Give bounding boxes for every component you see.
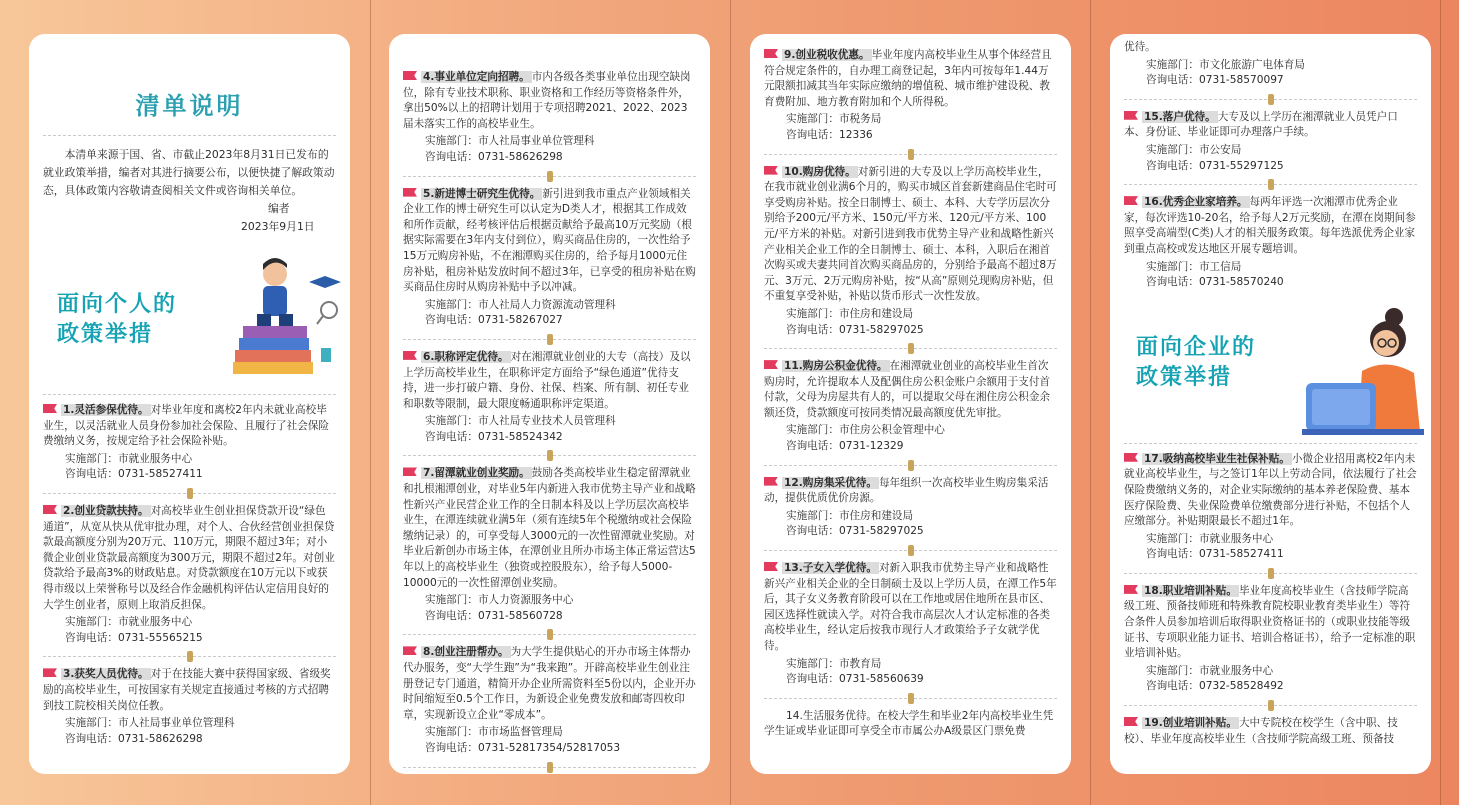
dept-label: 实施部门：市市场监督管理局 [425,726,563,739]
phone-label: 咨询电话：0731-52817354/52817053 [425,741,621,754]
phone-label: 咨询电话：0731-58267027 [425,314,563,327]
phone-label: 咨询电话：0731-58524342 [425,430,563,443]
divider [43,493,336,506]
dept-label: 实施部门：市人力资源服务中心 [425,594,574,607]
dept-label: 实施部门：市人社局事业单位管理科 [425,135,595,148]
phone-label: 咨询电话：0731-58527411 [1146,548,1284,561]
continued-text: 优待。 [1124,41,1156,53]
flag-icon [403,467,417,476]
fold-line [370,0,371,805]
dept-label: 实施部门：市住房和建设局 [786,307,914,320]
section-title-line1: 面向个人的 [57,292,178,317]
section-header-enterprise [1124,291,1417,443]
phone-label: 咨询电话：0731-58297025 [786,323,924,336]
flag-icon [403,188,417,197]
divider [764,154,1057,167]
divider [43,656,336,669]
section-title-line2: 政策举措 [1136,364,1233,390]
dept-label: 实施部门：市就业服务中心 [1146,664,1274,677]
divider [764,348,1057,361]
divider [1124,573,1417,586]
flag-icon [764,360,778,369]
policy-item: 1.灵活参保优待。 对毕业年度和离校2年内未就业高校毕业生，以灵活就业人员身份参加社会保险、且履行了社会保险费缴纳义务，按规定给予社会保险补贴。 [43,404,330,448]
flag-icon [1124,111,1138,120]
divider [403,176,696,189]
flag-icon [1124,196,1138,205]
phone-label: 咨询电话：0731-12329 [786,440,904,453]
policy-item: 7.留潭就业创业奖励。 鼓励各类高校毕业生稳定留潭就业和扎根湘潭创业，对毕业5年内新进入我市优势主导产业和战略性新兴产业民营企业工作的全日制本科及以上学历层次高校毕业生，在潭连续就业满5年（须有连续5年个税缴纳或社会保险缴纳记录）的，可享受每人3000元的一次性留潭就业奖励。对毕业后新创办市场主体，在潭创业且所办市场主体正常运营达5年以上的高校毕业生（独资或控股股东），给予每人5000-10000元的一次性留潭创业奖励。 [403,467,696,589]
panel-policies-2 [389,34,710,774]
flag-icon [1124,585,1138,594]
flag-icon [1124,717,1138,726]
fold-line [1090,0,1091,805]
fold-line [1440,0,1441,805]
dept-label: 实施部门：市人社局专业技术人员管理科 [425,415,616,428]
dept-label: 实施部门：市就业服务中心 [1146,532,1274,545]
divider [1124,705,1417,718]
divider [403,339,696,352]
phone-label: 咨询电话：0731-55297125 [1146,159,1284,172]
divider [764,698,1057,711]
policy-item: 19.创业培训补贴。 大中专院校在校学生（含中职、技校）、毕业年度高校毕业生（含技师学院高级工班、预备技 [1124,717,1398,745]
panel-policies-3 [750,34,1071,774]
section-header-individual [43,252,336,390]
policy-item: 3.获奖人员优待。 对于在技能大赛中获得国家级、省级奖励的高校毕业生，可按国家有关规定直接通过考核的方式招聘到技工院校相关岗位任教。 [43,668,331,712]
divider [403,455,696,468]
flag-icon [1124,453,1138,462]
phone-label: 咨询电话：0731-58570240 [1146,276,1284,289]
policy-item: 4.事业单位定向招聘。 市内各级各类事业单位出现空缺岗位，除有专业技术职称、职业资格和工作经历等资格条件外，拿出50%以上的招聘计划用于专项招聘2021、2022、2023届未落实工作的高校毕业生。 [403,71,691,130]
policy-item: 11.购房公积金优待。 在湘潭就业创业的高校毕业生首次购房时，允许提取本人及配偶住房公积金账户余额用于支付首付款，父母为房屋共有人的，可以提取父母在湘住房公积金余额还贷，贷款额度可按同类情况最高额度优先审批。 [764,360,1051,419]
dept-label: 实施部门：市税务局 [786,113,882,126]
phone-label: 咨询电话：0731-58626298 [65,732,203,745]
policy-item: 18.职业培训补贴。 毕业年度高校毕业生（含技师学院高级工班、预备技师班和特殊教育院校职业教育类毕业生）等符合条件人员参加培训后取得职业资格证书的（或职业技能等级证书、专项职业能力证书、培训合格证书），给予一定标准的职业培训补贴。 [1124,584,1416,660]
flag-icon [764,49,778,58]
section-title-line2: 政策举措 [57,322,154,347]
flag-icon [43,404,57,413]
flag-icon [764,562,778,571]
flag-icon [43,668,57,677]
phone-label: 咨询电话：0731-58626298 [425,150,563,163]
dept-label: 实施部门：市公安局 [1146,143,1242,156]
date-label: 2023年9月1日 [241,220,315,233]
divider [764,465,1057,478]
dept-label: 实施部门：市就业服务中心 [65,452,193,465]
editor-label: 编者 [268,202,290,215]
dept-label: 实施部门：市住房和建设局 [786,509,914,522]
policy-item: 12.购房集采优待。 每年组织一次高校毕业生购房集采活动，提供优质优价房源。 [764,476,1049,505]
student-illustration [229,252,350,386]
dept-label: 实施部门：市教育局 [786,657,882,670]
panel-intro [29,34,350,774]
dept-label: 实施部门：市住房公积金管理中心 [786,424,945,437]
phone-label: 咨询电话：0732-58528492 [1146,680,1284,693]
policy-item: 14.生活服务优待。在校大学生和毕业2年内高校毕业生凭学生证或毕业证即可享受全市市属公办A级景区门票免费 [764,709,1054,738]
divider [1124,184,1417,197]
flag-icon [764,477,778,486]
dept-label: 实施部门：市就业服务中心 [65,616,193,629]
panel-enterprise [1110,34,1431,774]
policy-item: 8.创业注册帮办。 为大学生提供贴心的开办市场主体帮办代办服务，变“大学生跑”为“我来跑”。开辟高校毕业生创业注册登记专门通道，精简开办企业所需资料至5份以内，企业开办时间缩短至0.5个工作日，为新设企业免费发放和邮寄四枚印章，实现新设立企业“零成本”。 [403,646,696,721]
list-title: 清单说明 [135,92,244,120]
policy-item: 13.子女入学优待。 对新入职我市优势主导产业和战略性新兴产业相关企业的全日制硕士及以上学历人员，在潭工作5年后，其子女义务教育阶段可以在工作地或居住地所在县市区、园区选择性就读入学。对符合我市高层次人才认定标准的各类高校毕业生，经认定后按我市现行人才政策给予子女就学优待。 [764,562,1057,652]
divider [403,767,696,774]
section-title-line1: 面向企业的 [1136,334,1257,360]
fold-line [730,0,731,805]
policy-item: 16.优秀企业家培养。 每两年评选一次湘潭市优秀企业家，每次评选10-20名，给予每人2万元奖励，在潭在岗期间参照享受高端型(C类)人才的相关服务政策。每年选派优秀企业家到重点高校或发达地区开展专题培训。 [1124,196,1416,255]
flag-icon [403,646,417,655]
policy-item: 2.创业贷款扶持。 对高校毕业生创业担保贷款开设“绿色通道”，从宽从快从优审批办理，对个人、合伙经营创业担保贷款最高额度分别为20万元、110万元，期限不超过3年；对小微企业创业贷款最高额度为300万元，期限不超过2年。对创业贷款给予最高3%的财政贴息。对贷款额度在10万元以下或获得市级以上荣誉称号以及经合作金融机构评估认定信用良好的大学生创业者，原则上取消反担保。 [43,504,335,611]
policy-item: 9.创业税收优惠。 毕业年度内高校毕业生从事个体经营且符合规定条件的，自办理工商登记起，3年内可按每年1.44万元限额扣减其当年实际应缴纳的增值税、城市维护建设税、教育费附加、地方教育附加和个人所得税。 [764,49,1052,108]
divider [764,550,1057,563]
phone-label: 咨询电话：0731-55565215 [65,631,203,644]
dept-label: 实施部门：市工信局 [1146,260,1242,273]
dept-label: 实施部门：市文化旅游广电体育局 [1146,58,1305,71]
phone-label: 咨询电话：0731-58527411 [65,468,203,481]
flag-icon [43,505,57,514]
policy-item: 5.新进博士研究生优待。 新引进到我市重点产业领域相关企业工作的博士研究生可以认定为D类人才，根据其工作成效和所作贡献，经考核评估后根据贡献给予最高10万元奖励（根据实际需要在3年内支付到位），购买商品住房的，一次性给予15万元购房补贴，不在湘潭购买住房的，给予每月1000元住房补贴，租房补贴发放时间不超过3年，已享受的租房补贴在购买商品住房时从购房补贴中予以冲减。 [403,187,696,294]
phone-label: 咨询电话：12336 [786,128,873,141]
phone-label: 咨询电话：0731-58560728 [425,609,563,622]
phone-label: 咨询电话：0731-58570097 [1146,74,1284,87]
flag-icon [403,351,417,360]
policy-item: 10.购房优待。 对新引进的大专及以上学历高校毕业生，在我市就业创业满6个月的，购买市城区首套新建商品住宅时可享受购房补贴。按全日制博士、硕士、本科、大专学历层次分别给予200元/平方米、150元/平方米、120元/平方米、100元/平方米的补贴。对新引进到我市优势主导产业和战略性新兴产业相关企业工作的全日制博士、硕士、本科，入职后在湘首次购买或夫妻共同首次购买商品房的，分别给予最高不超过8万元、3万元、2万元购房补贴，按“从高”原则兑现购房补贴，但不重复享受补贴，补贴以货币形式一次性发放。 [764,165,1057,303]
phone-label: 咨询电话：0731-58560639 [786,673,924,686]
policy-item: 17.吸纳高校毕业生社保补贴。 小微企业招用离校2年内未就业高校毕业生，与之签订1年以上劳动合同，依法履行了社会保险费缴纳义务的，对企业实际缴纳的基本养老保险费、基本医疗保险费、失业保险费单位缴费部分进行补贴，不包括个人应缴部分。补贴期限最长不超过1年。 [1124,452,1417,528]
flag-icon [764,166,778,175]
dept-label: 实施部门：市人社局人力资源流动管理科 [425,298,616,311]
divider [1124,99,1417,112]
worker-illustration [1302,301,1431,441]
dept-label: 实施部门：市人社局事业单位管理科 [65,717,235,730]
intro-text: 本清单来源于国、省、市截止2023年8月31日已发布的就业政策举措，编者对其进行摘要公布，以便快捷了解政策动态，具体政策内容敬请查阅相关文件或咨询相关单位。 [43,148,335,197]
policy-item: 6.职称评定优待。 对在湘潭就业创业的大专（高技）及以上学历高校毕业生，在职称评定方面给予“绿色通道”优待支持，进一步打破户籍、身份、社保、档案、所有制、初任专业和职数等限制，最大限度畅通职称评定渠道。 [403,350,691,410]
flag-icon [403,71,417,80]
divider [403,634,696,647]
phone-label: 咨询电话：0731-58297025 [786,525,924,538]
policy-item: 15.落户优待。 大专及以上学历在湘潭就业人员凭户口本、身份证、毕业证即可办理落户手续。 [1124,110,1398,139]
